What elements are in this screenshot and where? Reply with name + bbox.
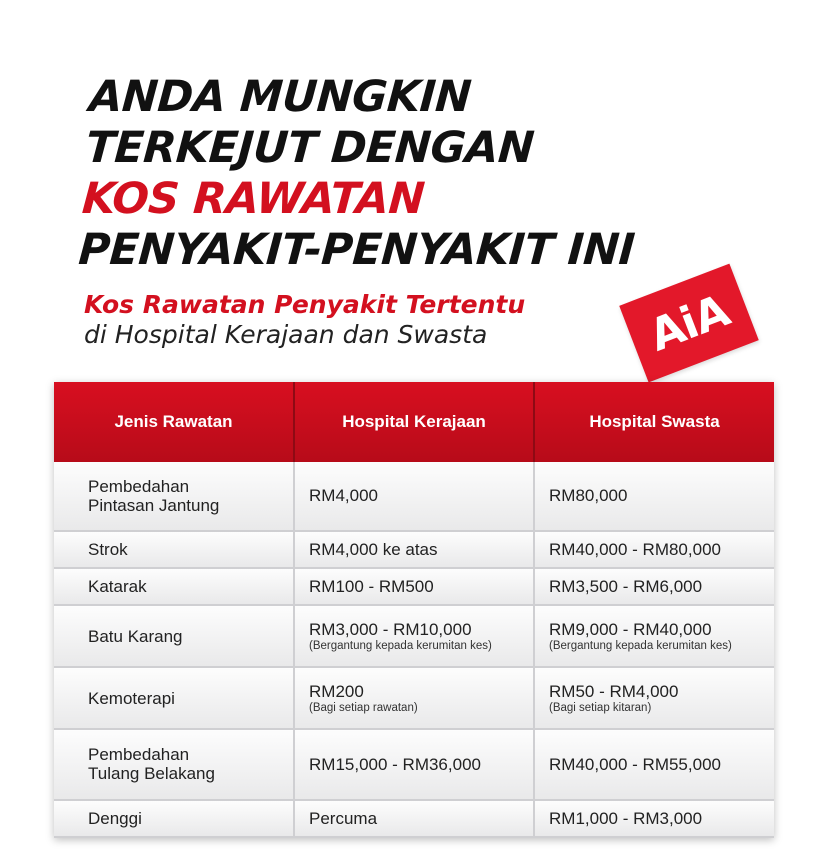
treatment-name: Pembedahan — [88, 476, 190, 496]
cost-value: RM1,000 - RM3,000 — [549, 808, 703, 828]
cost-note: (Bagi setiap rawatan) — [309, 701, 418, 714]
cost-value: RM9,000 - RM40,000 — [549, 619, 712, 639]
headline-line-4: PENYAKIT-PENYAKIT INI — [76, 225, 637, 275]
subtitle — [84, 290, 525, 350]
cost-value: RM50 - RM4,000 — [549, 681, 679, 701]
priv-cost-cell — [534, 667, 774, 729]
treatment-cell — [54, 729, 294, 800]
header-hospital-kerajaan: Hospital Kerajaan — [294, 382, 534, 462]
table-row — [54, 729, 774, 800]
cost-value: RM3,500 - RM6,000 — [549, 577, 703, 597]
cost-table-grid — [54, 382, 774, 838]
cost-value: RM80,000 — [549, 486, 628, 506]
treatment-name: Strok — [88, 540, 128, 560]
treatment-name: Pintasan Jantung — [88, 495, 220, 515]
subtitle-line-1: Kos Rawatan Penyakit Tertentu — [84, 290, 526, 319]
treatment-name: Kemoterapi — [88, 688, 175, 708]
cost-note: (Bagi setiap kitaran) — [549, 701, 652, 714]
cost-value: RM3,000 - RM10,000 — [309, 619, 472, 639]
table-row — [54, 462, 774, 531]
treatment-name: Katarak — [88, 577, 147, 597]
cost-value: RM40,000 - RM80,000 — [549, 540, 721, 560]
treatment-name: Pembedahan — [88, 745, 190, 765]
treatment-name: Batu Karang — [88, 626, 183, 646]
treatment-cell — [54, 605, 294, 667]
gov-cost-cell — [294, 568, 534, 605]
treatment-cell — [54, 800, 294, 837]
table-row — [54, 800, 774, 837]
cost-value: Percuma — [309, 808, 378, 828]
cost-value: RM4,000 ke atas — [309, 540, 438, 560]
headline-line-3: KOS RAWATAN — [80, 174, 426, 224]
table-row — [54, 667, 774, 729]
header-hospital-swasta: Hospital Swasta — [534, 382, 774, 462]
priv-cost-cell — [534, 729, 774, 800]
cost-value: RM200 — [309, 681, 364, 701]
cost-value: RM15,000 - RM36,000 — [309, 754, 481, 774]
priv-cost-cell — [534, 568, 774, 605]
gov-cost-cell — [294, 462, 534, 531]
priv-cost-cell — [534, 531, 774, 568]
treatment-name: Tulang Belakang — [88, 764, 215, 784]
cost-value: RM100 - RM500 — [309, 577, 434, 597]
header-jenis-rawatan: Jenis Rawatan — [54, 382, 294, 462]
table-row — [54, 568, 774, 605]
subtitle-line-2: di Hospital Kerajaan dan Swasta — [84, 320, 488, 349]
priv-cost-cell — [534, 605, 774, 667]
treatment-cell — [54, 462, 294, 531]
treatment-cell — [54, 568, 294, 605]
priv-cost-cell — [534, 800, 774, 837]
aia-logo — [619, 264, 759, 383]
cost-note: (Bergantung kepada kerumitan kes) — [309, 639, 492, 652]
headline-line-1: ANDA MUNGKIN — [87, 72, 473, 122]
headline-line-2: TERKEJUT DENGAN — [84, 123, 536, 173]
gov-cost-cell — [294, 605, 534, 667]
table-row — [54, 605, 774, 667]
priv-cost-cell — [534, 462, 774, 531]
treatment-name: Denggi — [88, 808, 142, 828]
cost-value: RM4,000 — [309, 486, 378, 506]
treatment-cell — [54, 667, 294, 729]
cost-value: RM40,000 - RM55,000 — [549, 754, 721, 774]
table-row — [54, 531, 774, 568]
gov-cost-cell — [294, 800, 534, 837]
table-header-row — [54, 382, 774, 462]
headline — [77, 72, 647, 276]
cost-note: (Bergantung kepada kerumitan kes) — [549, 639, 732, 652]
gov-cost-cell — [294, 531, 534, 568]
aia-logo-text: AiA — [642, 284, 736, 362]
treatment-cell — [54, 531, 294, 568]
gov-cost-cell — [294, 667, 534, 729]
cost-table — [54, 382, 774, 838]
gov-cost-cell — [294, 729, 534, 800]
